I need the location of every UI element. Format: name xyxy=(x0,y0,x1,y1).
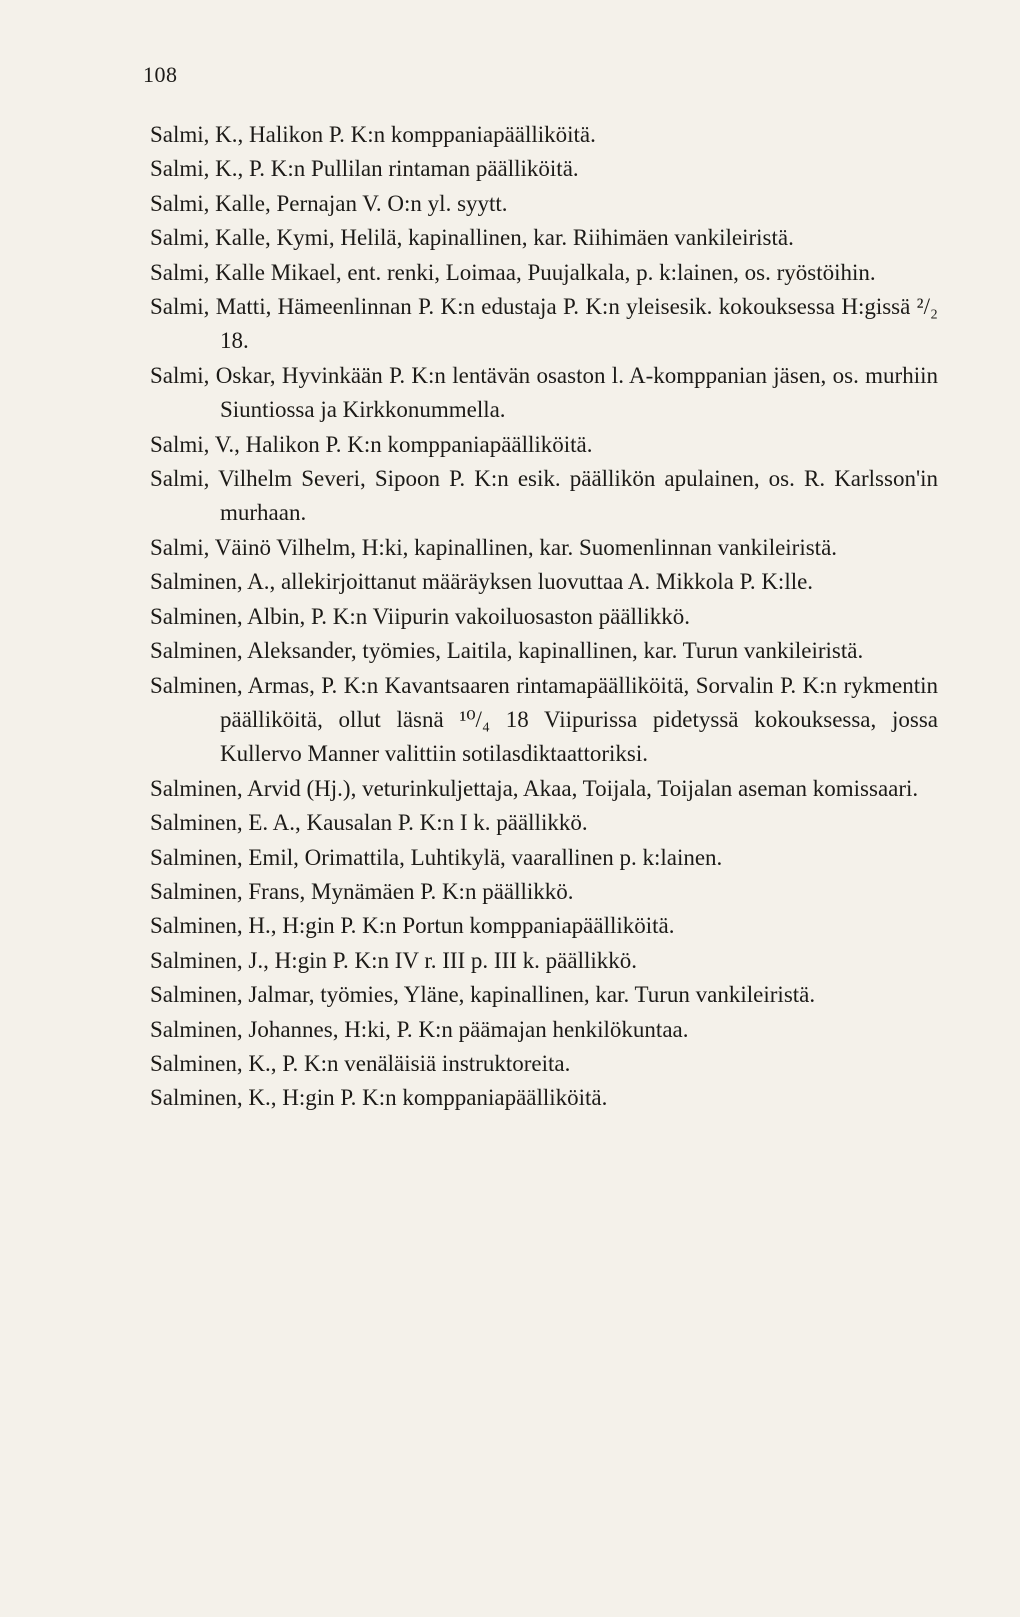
list-item: Salmi, K., Halikon P. K:n komppaniapäälliköitä. xyxy=(150,122,596,147)
page-number: 108 xyxy=(143,62,178,87)
list-item: Salmi, K., P. K:n Pullilan rintaman päälliköitä. xyxy=(150,156,579,182)
list-item: Salminen, Jalmar, työmies, Yläne, kapinallinen, kar. Turun vankileiristä. xyxy=(150,982,816,1008)
list-item: Salmi, Vilhelm Severi, Sipoon P. K:n esik. päällikön apulainen, os. R. Karlsson'in murhaan. xyxy=(150,466,938,526)
list-item: Salmi, Matti, Hämeenlinnan P. K:n edustaja P. K:n yleisesik. kokouksessa H:gissä ²/₂ 18. xyxy=(150,294,938,354)
list-item: Salminen, Emil, Orimattila, Luhtikylä, vaarallinen p. k:lainen. xyxy=(150,844,723,870)
list-item: Salminen, H., H:gin P. K:n Portun komppaniapäälliköitä. xyxy=(150,913,675,939)
list-item: Salminen, Frans, Mynämäen P. K:n päällikkö. xyxy=(150,878,574,904)
list-item: Salminen, K., P. K:n venäläisiä instruktoreita. xyxy=(150,1050,571,1076)
list-item: Salminen, Armas, P. K:n Kavantsaaren rintamapäälliköitä, Sorvalin P. K:n rykmentin päälliköitä, ollut läsnä ¹⁰/₄ 18 Viipurissa pidetyssä kokouksessa, jossa Kullervo Manner valittiin sotilasdiktaattoriksi. xyxy=(150,672,938,767)
list-item: Salmi, Kalle, Kymi, Helilä, kapinallinen, kar. Riihimäen vankileiristä. xyxy=(150,225,794,251)
list-item: Salminen, E. A., Kausalan P. K:n I k. päällikkö. xyxy=(150,810,588,836)
list-item: Salminen, K., H:gin P. K:n komppaniapäälliköitä. xyxy=(150,1085,608,1111)
list-item: Salminen, Arvid (Hj.), veturinkuljettaja, Akaa, Toijala, Toijalan aseman komissaari. xyxy=(150,775,919,801)
list-item: Salmi, Väinö Vilhelm, H:ki, kapinallinen, kar. Suomenlinnan vankileiristä. xyxy=(150,534,838,560)
list-item: Salminen, Albin, P. K:n Viipurin vakoiluosaston päällikkö. xyxy=(150,603,690,629)
list-item: Salminen, Aleksander, työmies, Laitila, kapinallinen, kar. Turun vankileiristä. xyxy=(150,638,864,664)
list-item: Salminen, J., H:gin P. K:n IV r. III p. III k. päällikkö. xyxy=(150,947,637,973)
list-item: Salminen, A., allekirjoittanut määräyksen luovuttaa A. Mikkola P. K:lle. xyxy=(150,569,814,595)
entry-list xyxy=(150,118,938,1116)
list-item: Salmi, Kalle Mikael, ent. renki, Loimaa, Puujalkala, p. k:lainen, os. ryöstöihin. xyxy=(150,259,876,285)
list-item: Salmi, Oskar, Hyvinkään P. K:n lentävän osaston l. A-komppanian jäsen, os. murhiin Siuntiossa ja Kirkkonummella. xyxy=(150,362,938,423)
list-item: Salmi, V., Halikon P. K:n komppaniapäälliköitä. xyxy=(150,431,593,457)
list-item: Salmi, Kalle, Pernajan V. O:n yl. syytt. xyxy=(150,190,508,216)
list-item: Salminen, Johannes, H:ki, P. K:n päämajan henkilökuntaa. xyxy=(150,1016,689,1042)
